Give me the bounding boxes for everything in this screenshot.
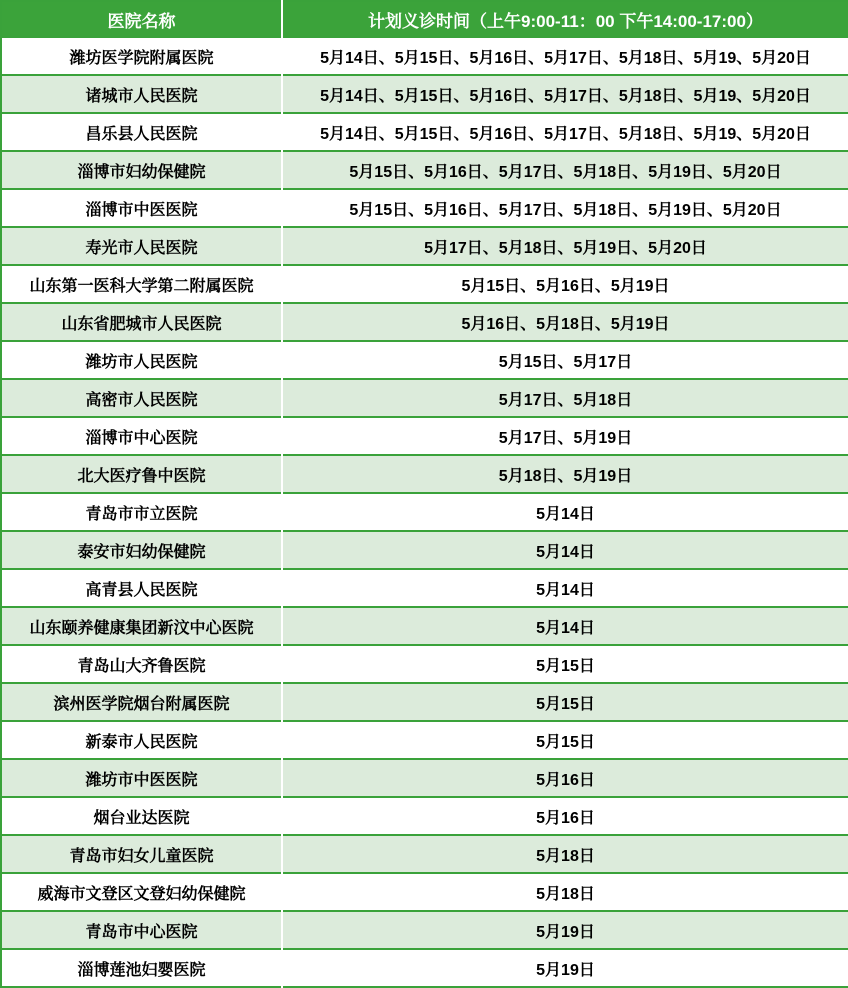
table-row [1, 759, 848, 797]
clinic-dates-cell: 5月14日 [282, 493, 848, 531]
clinic-dates-cell: 5月15日 [282, 683, 848, 721]
clinic-dates-cell: 5月17日、5月19日 [282, 417, 848, 455]
table-row [1, 341, 848, 379]
table-row [1, 607, 848, 645]
table-row [1, 569, 848, 607]
table-row [1, 645, 848, 683]
table-row [1, 835, 848, 873]
table-header [1, 1, 848, 37]
clinic-dates-cell: 5月15日 [282, 645, 848, 683]
table-row [1, 683, 848, 721]
clinic-dates-cell: 5月14日、5月15日、5月16日、5月17日、5月18日、5月19、5月20日 [282, 113, 848, 151]
clinic-dates-cell: 5月14日、5月15日、5月16日、5月17日、5月18日、5月19、5月20日 [282, 37, 848, 75]
header-row [1, 1, 848, 37]
clinic-dates-cell: 5月14日 [282, 569, 848, 607]
clinic-dates-cell: 5月15日 [282, 721, 848, 759]
table-row [1, 265, 848, 303]
clinic-dates-cell: 5月15日、5月17日 [282, 341, 848, 379]
hospital-name-cell: 淄博市中心医院 [1, 417, 282, 455]
hospital-name-cell: 高青县人民医院 [1, 569, 282, 607]
clinic-dates-cell: 5月19日 [282, 949, 848, 987]
hospital-name-cell: 诸城市人民医院 [1, 75, 282, 113]
clinic-dates-cell: 5月18日、5月19日 [282, 455, 848, 493]
hospital-name-cell: 青岛市市立医院 [1, 493, 282, 531]
clinic-dates-cell: 5月17日、5月18日、5月19日、5月20日 [282, 227, 848, 265]
hospital-name-cell: 昌乐县人民医院 [1, 113, 282, 151]
clinic-dates-cell: 5月16日 [282, 797, 848, 835]
table-row [1, 227, 848, 265]
table-row [1, 721, 848, 759]
hospital-name-cell: 高密市人民医院 [1, 379, 282, 417]
table-row [1, 75, 848, 113]
clinic-dates-cell: 5月18日 [282, 835, 848, 873]
clinic-dates-cell: 5月14日 [282, 531, 848, 569]
table-row [1, 873, 848, 911]
clinic-dates-cell: 5月14日、5月15日、5月16日、5月17日、5月18日、5月19、5月20日 [282, 75, 848, 113]
hospital-name-cell: 威海市文登区文登妇幼保健院 [1, 873, 282, 911]
clinic-dates-cell: 5月19日 [282, 911, 848, 949]
clinic-dates-cell: 5月15日、5月16日、5月19日 [282, 265, 848, 303]
hospital-name-cell: 潍坊市人民医院 [1, 341, 282, 379]
hospital-name-cell: 北大医疗鲁中医院 [1, 455, 282, 493]
clinic-dates-cell: 5月17日、5月18日 [282, 379, 848, 417]
hospital-name-cell: 淄博市妇幼保健院 [1, 151, 282, 189]
clinic-dates-cell: 5月16日、5月18日、5月19日 [282, 303, 848, 341]
table-row [1, 113, 848, 151]
hospital-name-cell: 淄博市中医医院 [1, 189, 282, 227]
hospital-name-cell: 山东颐养健康集团新汶中心医院 [1, 607, 282, 645]
hospital-name-cell: 淄博莲池妇婴医院 [1, 949, 282, 987]
table-row [1, 949, 848, 987]
table-row [1, 417, 848, 455]
hospital-name-cell: 潍坊市中医医院 [1, 759, 282, 797]
table-row [1, 797, 848, 835]
clinic-dates-cell: 5月15日、5月16日、5月17日、5月18日、5月19日、5月20日 [282, 151, 848, 189]
hospital-name-cell: 青岛市妇女儿童医院 [1, 835, 282, 873]
table-row [1, 189, 848, 227]
hospital-name-cell: 泰安市妇幼保健院 [1, 531, 282, 569]
hospital-name-cell: 寿光市人民医院 [1, 227, 282, 265]
hospital-name-cell: 滨州医学院烟台附属医院 [1, 683, 282, 721]
table-body [1, 37, 848, 987]
hospital-name-cell: 山东第一医科大学第二附属医院 [1, 265, 282, 303]
clinic-dates-cell: 5月15日、5月16日、5月17日、5月18日、5月19日、5月20日 [282, 189, 848, 227]
clinic-dates-cell: 5月14日 [282, 607, 848, 645]
table-row [1, 151, 848, 189]
table-row [1, 493, 848, 531]
clinic-dates-cell: 5月18日 [282, 873, 848, 911]
header-clinic-time: 计划义诊时间（上午9:00-11：00 下午14:00-17:00） [282, 1, 848, 37]
table-row [1, 911, 848, 949]
hospital-name-cell: 烟台业达医院 [1, 797, 282, 835]
table-row [1, 379, 848, 417]
table-row [1, 531, 848, 569]
table-row [1, 303, 848, 341]
table-row [1, 455, 848, 493]
hospital-name-cell: 山东省肥城市人民医院 [1, 303, 282, 341]
header-hospital-name: 医院名称 [1, 1, 282, 37]
table-row [1, 37, 848, 75]
hospital-name-cell: 青岛市中心医院 [1, 911, 282, 949]
clinic-dates-cell: 5月16日 [282, 759, 848, 797]
hospital-name-cell: 新泰市人民医院 [1, 721, 282, 759]
hospital-name-cell: 潍坊医学院附属医院 [1, 37, 282, 75]
hospital-name-cell: 青岛山大齐鲁医院 [1, 645, 282, 683]
